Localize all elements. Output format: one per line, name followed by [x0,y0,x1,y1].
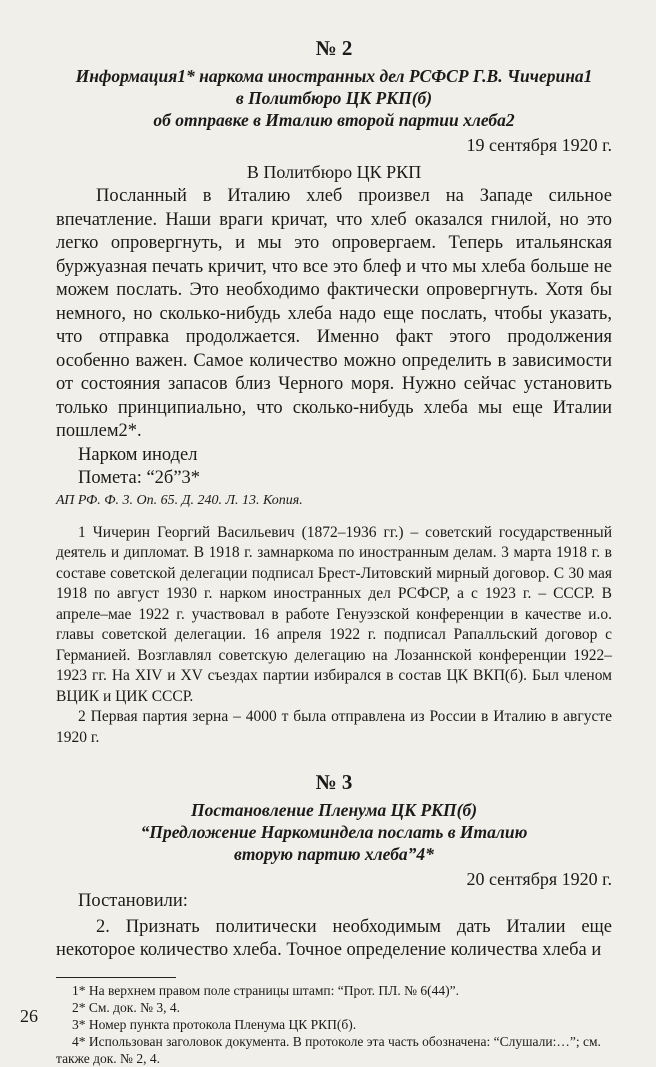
document-title [56,799,612,865]
footnote: 2* См. док. № 3, 4. [72,999,180,1015]
resolved-label: Постановили: [78,891,188,911]
title-line: вторую партию хлеба”4* [234,844,434,864]
document-notes [56,523,612,749]
document-number: № 2 [315,36,353,60]
title-line: “Предложение Наркоминдела послать в Италию [140,822,528,842]
archive-source: АП РФ. Ф. 3. Оп. 65. Д. 240. Л. 13. Копия. [56,492,303,508]
signature: Нарком инодел [78,444,198,465]
footnote: 3* Номер пункта протокола Пленума ЦК РКП(б). [72,1016,357,1032]
title-line: об отправке в Италию второй партии хлеба2 [153,110,515,130]
document-number: № 3 [315,770,353,794]
mark: Помета: “2б”3* [78,468,201,488]
title-line: Информация1* наркома иностранных дел РСФСР Г.В. Чичерина1 [75,66,593,86]
note: 1 Чичерин Георгий Васильевич (1872–1936 гг.) – советский государственный деятель и дипломат. В 1918 г. замнаркома по иностранным делам. 3 марта 1918 г. в составе советской делегации подписал Брест-Литовский мирный договор. С 30 мая 1918 по август 1930 г. нарком иностранных дел РСФСР, а с 1923 г. – СССР. В апреле–мае 1922 г. участвовал в работе Генуэзской конференции в качестве и.о. главы советской делегации. 16 апреля 1922 г. подписал Рапалльский договор с Германией. Возглавлял советскую делегацию на Лозаннской конференции 1922–1923 гг. На XIV и XV съездах партии избирался в состав ЦК ВКП(б). Был членом ВЦИК и ЦИК СССР. [56,523,612,705]
note: 2 Первая партия зерна – 4000 т была отправлена из России в Италию в августе 1920 г. [56,708,612,746]
document-page [56,36,612,1067]
title-line: в Политбюро ЦК РКП(б) [235,88,433,108]
document-body: 2. Признать политически необходимым дать Италии еще некоторое количество хлеба. Точное определение количества хлеба и [56,916,612,960]
footnote-divider [56,977,176,978]
title-line: Постановление Пленума ЦК РКП(б) [190,800,478,820]
document-body: Посланный в Италию хлеб произвел на Западе сильное впечатление. Наши враги кричат, что хлеб оказался гнилой, но это легко опровергнуть, и мы это опровергаем. Теперь итальянская буржуазная печать кричит, что все это блеф и что мы хлеба больше не можем послать. Это необходимо фактически опровергнуть. Хотя бы немного, но сколько-нибудь хлеба надо еще послать, чтобы указать, что отправка продолжается. Именно факт этого продолжения особенно важен. Самое количество можно определить в зависимости от состояния запасов близ Черного моря. Нужно сейчас установить только принципиально, что сколько-нибудь хлеба мы еще Италии пошлем2*. [56,186,612,441]
page-number: 26 [20,1006,38,1026]
addressee: В Политбюро ЦК РКП [246,162,422,182]
document-title [56,65,612,131]
footnote: 1* На верхнем правом поле страницы штамп: “Прот. ПЛ. № 6(44)”. [72,982,459,998]
document-date: 20 сентября 1920 г. [466,869,612,889]
document-date: 19 сентября 1920 г. [466,135,612,155]
footnote: 4* Использован заголовок документа. В протоколе эта часть обозначена: “Слушали:…”; см. также док. № 2, 4. [56,1033,601,1066]
